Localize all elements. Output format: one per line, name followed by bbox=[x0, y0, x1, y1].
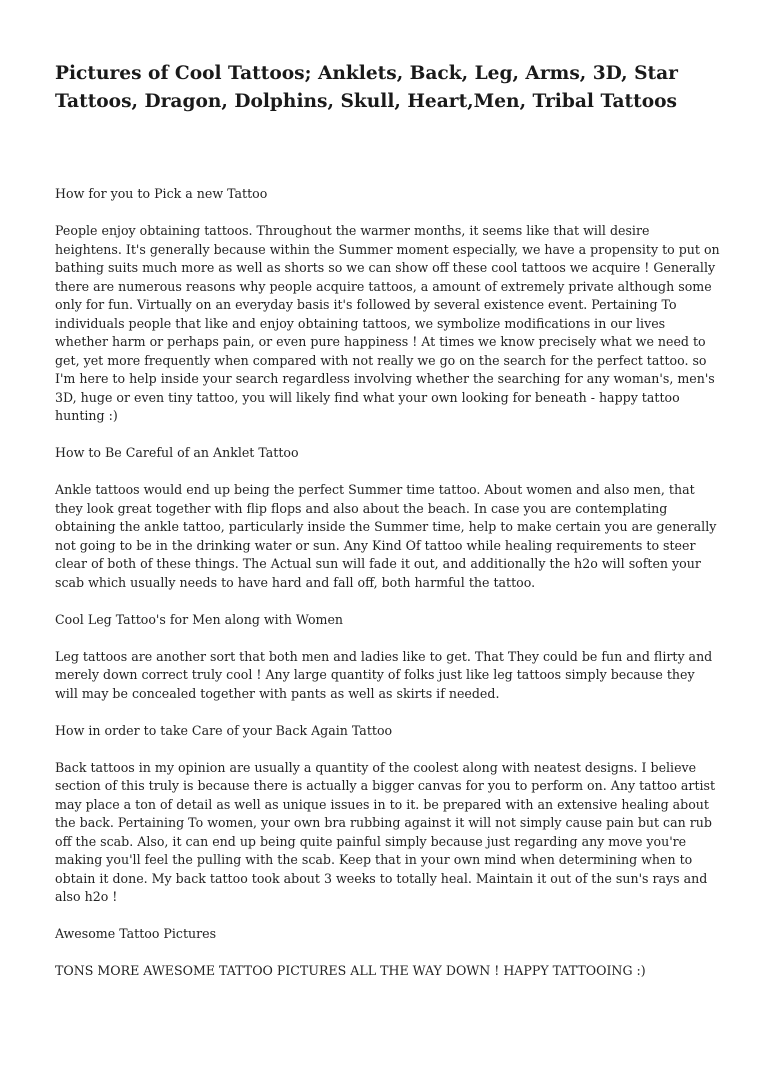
section-pick-tattoo bbox=[55, 185, 720, 426]
section-anklet-tattoo bbox=[55, 444, 720, 592]
section-paragraph: Ankle tattoos would end up being the perfect Summer time tattoo. About women and also men, that they look great together with flip flops and also about the beach. In case you are contemplating obtaining the ankle tattoo, particularly inside the Summer time, help to make certain you are generally not going to be in the drinking water or sun. Any Kind Of tattoo while healing requirements to steer clear of both of these things. The Actual sun will fade it out, and additionally the h2o will soften your scab which usually needs to have hard and fall off, both harmful the tattoo. bbox=[55, 482, 717, 590]
document-body bbox=[55, 185, 720, 981]
section-paragraph: Leg tattoos are another sort that both men and ladies like to get. That They could be fun and flirty and merely down correct truly cool ! Any large quantity of folks just like leg tattoos simply because they will may be concealed together with pants as well as skirts if needed. bbox=[55, 648, 713, 701]
section-heading: Awesome Tattoo Pictures bbox=[55, 926, 217, 941]
section-heading: How to Be Careful of an Anklet Tattoo bbox=[55, 445, 299, 460]
section-back-tattoo bbox=[55, 722, 720, 907]
section-paragraph: People enjoy obtaining tattoos. Throughout the warmer months, it seems like that will desire heightens. It's generally because within the Summer moment especially, we have a propensity to put on bathing suits much more as well as shorts so we can show off these cool tattoos we acquire ! Generally there are numerous reasons why people acquire tattoos, a amount of extremely private although some only for fun. Virtually on an everyday basis it's followed by several existence event. Pertaining To individuals people that like and enjoy obtaining tattoos, we symbolize modifications in our lives whether harm or perhaps pain, or even pure happiness ! At times we know precisely what we need to get, yet more frequently when compared with not really we go on the search for the perfect tattoo. so I'm here to help inside your search regardless involving whether the searching for any woman's, men's 3D, huge or even tiny tattoo, you will likely find what your own looking for beneath - happy tattoo hunting :) bbox=[55, 223, 720, 423]
section-heading: How for you to Pick a new Tattoo bbox=[55, 186, 268, 201]
section-paragraph: TONS MORE AWESOME TATTOO PICTURES ALL THE WAY DOWN ! HAPPY TATTOOING :) bbox=[55, 963, 646, 978]
document-title: Pictures of Cool Tattoos; Anklets, Back, Leg, Arms, 3D, Star Tattoos, Dragon, Dolphins, Skull, Heart,Men, Tribal Tattoos bbox=[55, 63, 678, 112]
section-leg-tattoo bbox=[55, 611, 720, 704]
section-heading: How in order to take Care of your Back Again Tattoo bbox=[55, 722, 393, 738]
document-page bbox=[55, 60, 720, 999]
section-paragraph: Back tattoos in my opinion are usually a quantity of the coolest along with neatest designs. I believe section of this truly is because there is actually a bigger canvas for you to perform on. Any tattoo artist may place a ton of detail as well as unique issues in to it. be prepared with an extensive healing about the back. Pertaining To women, your own bra rubbing against it will not simply cause pain but can rub off the scab. Also, it can end up being quite painful simply because just regarding any move you're making you'll feel the pulling with the scab. Keep that in your own mind when determining when to obtain it done. My back tattoo took about 3 weeks to totally heal. Maintain it out of the sun's rays and also h2o ! bbox=[55, 759, 716, 904]
section-heading: Cool Leg Tattoo's for Men along with Women bbox=[55, 611, 344, 627]
section-tattoo-pictures bbox=[55, 925, 720, 981]
